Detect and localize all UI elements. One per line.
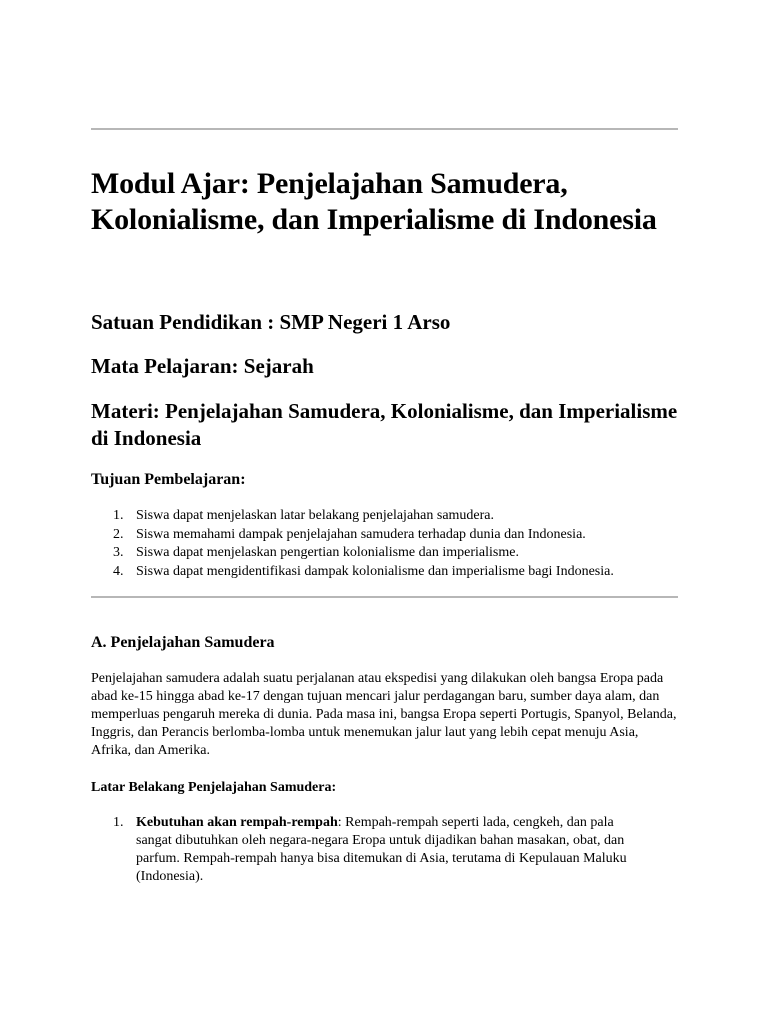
list-item-text: Siswa dapat mengidentifikasi dampak kolonialisme dan imperialisme bagi Indonesia. bbox=[136, 563, 614, 579]
mata-pelajaran-heading: Mata Pelajaran: Sejarah bbox=[91, 354, 314, 378]
list-item bbox=[91, 526, 678, 545]
list-number: 3. bbox=[113, 545, 124, 560]
list-item-text: : Rempah-rempah seperti lada, cengkeh, dan pala sangat dibutuhkan oleh negara-negara Eropa untuk dijadikan bahan masakan, obat, dan parfum. Rempah-rempah hanya bisa ditemukan di Asia, terutama di Kepulauan Maluku (Indonesia). bbox=[136, 815, 627, 884]
tujuan-section bbox=[91, 470, 678, 490]
section-a-heading-block bbox=[91, 633, 678, 653]
list-number: 1. bbox=[113, 508, 124, 523]
materi-heading: Materi: Penjelajahan Samudera, Kolonialisme, dan Imperialisme di Indonesia bbox=[91, 399, 678, 450]
list-item bbox=[91, 507, 678, 526]
latar-belakang-heading: Latar Belakang Penjelajahan Samudera: bbox=[91, 780, 337, 795]
top-divider bbox=[91, 128, 678, 130]
tujuan-list bbox=[91, 507, 678, 581]
section-a-paragraph-block bbox=[91, 670, 678, 760]
tujuan-heading: Tujuan Pembelajaran: bbox=[91, 471, 246, 488]
satuan-pendidikan-heading: Satuan Pendidikan : SMP Negeri 1 Arso bbox=[91, 310, 451, 334]
section-a-heading: A. Penjelajahan Samudera bbox=[91, 634, 275, 651]
latar-heading-block bbox=[91, 779, 678, 797]
info-mapel bbox=[91, 353, 678, 380]
document-title: Modul Ajar: Penjelajahan Samudera, Kolonialisme, dan Imperialisme di Indonesia bbox=[91, 167, 657, 236]
list-item bbox=[91, 544, 678, 563]
section-divider bbox=[91, 596, 678, 598]
document-title-block bbox=[91, 166, 678, 238]
info-materi bbox=[91, 398, 678, 452]
latar-list-block bbox=[91, 814, 678, 886]
list-number: 4. bbox=[113, 563, 124, 579]
info-satuan bbox=[91, 309, 678, 336]
list-number: 1. bbox=[113, 815, 124, 830]
tujuan-list-block bbox=[91, 507, 678, 581]
list-item bbox=[91, 563, 678, 582]
list-number: 2. bbox=[113, 526, 124, 542]
list-item-text: Siswa memahami dampak penjelajahan samudera terhadap dunia dan Indonesia. bbox=[136, 526, 586, 542]
list-item bbox=[91, 814, 633, 886]
list-item-text: Siswa dapat menjelaskan pengertian kolonialisme dan imperialisme. bbox=[136, 545, 519, 560]
section-a-paragraph: Penjelajahan samudera adalah suatu perjalanan atau ekspedisi yang dilakukan oleh bangsa Eropa pada abad ke-15 hingga abad ke-17 dengan tujuan mencari jalur perdagangan baru, sumber daya alam, dan memperluas pengaruh mereka di dunia. Pada masa ini, bangsa Eropa seperti Portugis, Spanyol, Belanda, Inggris, dan Perancis berlomba-lomba untuk menemukan jalur laut yang lebih cepat menuju Asia, Afrika, dan Amerika. bbox=[91, 671, 677, 758]
list-item-text: Siswa dapat menjelaskan latar belakang penjelajahan samudera. bbox=[136, 508, 495, 523]
list-item-bold-term: Kebutuhan akan rempah-rempah bbox=[136, 815, 338, 830]
